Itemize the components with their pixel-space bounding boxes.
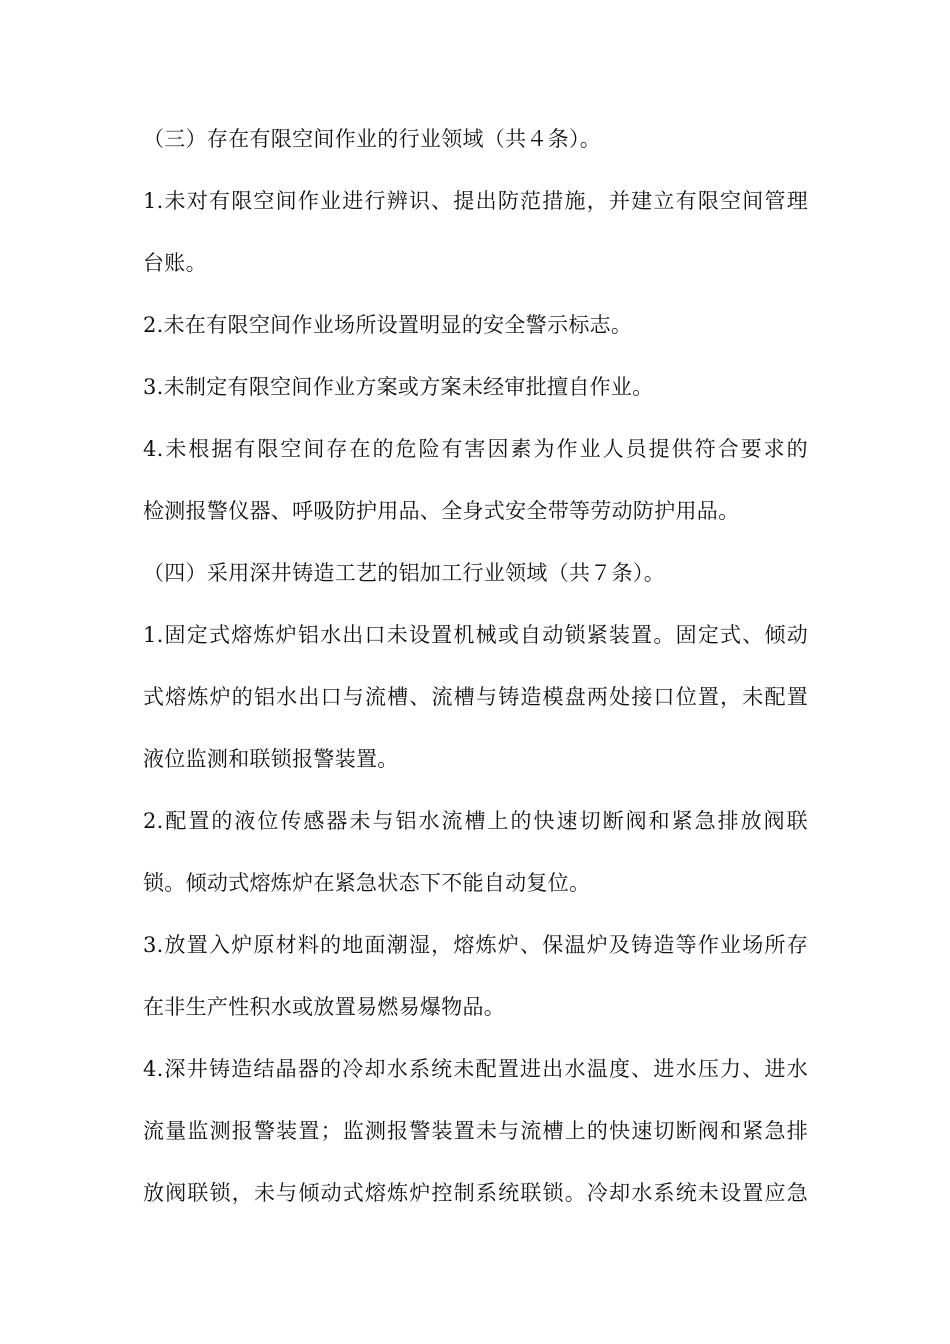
section-heading [143, 108, 808, 170]
list-item-line: 2.配置的液位传感器未与铝水流槽上的快速切断阀和紧急排放阀联 [143, 809, 808, 833]
list-item-line: 放阀联锁，未与倾动式熔炼炉控制系统联锁。冷却水系统未设置应急 [143, 1181, 808, 1205]
list-item-line: 检测报警仪器、呼吸防护用品、全身式安全带等劳动防护用品。 [143, 499, 740, 523]
section-heading [143, 542, 808, 604]
list-item-line: 3.未制定有限空间作业方案或方案未经审批擅自作业。 [143, 375, 654, 399]
list-item [143, 170, 808, 294]
list-item [143, 914, 808, 1038]
list-item [143, 604, 808, 790]
list-item-line: 式熔炼炉的铝水出口与流槽、流槽与铸造模盘两处接口位置，未配置 [143, 685, 808, 709]
list-item [143, 790, 808, 914]
list-item-line: 1.固定式熔炼炉铝水出口未设置机械或自动锁紧装置。固定式、倾动 [143, 623, 808, 647]
list-item-line: 4.深井铸造结晶器的冷却水系统未配置进出水温度、进水压力、进水 [143, 1057, 808, 1081]
list-item-line: 流量监测报警装置；监测报警装置未与流槽上的快速切断阀和紧急排 [143, 1119, 808, 1143]
list-item-line: 1.未对有限空间作业进行辨识、提出防范措施，并建立有限空间管理 [143, 189, 808, 213]
list-item [143, 1038, 808, 1224]
list-item-line: 锁。倾动式熔炼炉在紧急状态下不能自动复位。 [143, 871, 591, 895]
list-item-line: 2.未在有限空间作业场所设置明显的安全警示标志。 [143, 313, 633, 337]
list-item-line: 台账。 [143, 251, 207, 275]
list-item [143, 356, 808, 418]
section-heading-text: （四）采用深井铸造工艺的铝加工行业领域（共７条）。 [143, 561, 665, 585]
list-item [143, 418, 808, 542]
list-item-line: 在非生产性积水或放置易燃易爆物品。 [143, 995, 506, 1019]
section-heading-text: （三）存在有限空间作业的行业领域（共４条）。 [143, 127, 602, 151]
list-item-line: 3.放置入炉原材料的地面潮湿，熔炼炉、保温炉及铸造等作业场所存 [143, 933, 808, 957]
document-body [143, 108, 808, 1224]
list-item [143, 294, 808, 356]
list-item-line: 4.未根据有限空间存在的危险有害因素为作业人员提供符合要求的 [143, 437, 808, 461]
list-item-line: 液位监测和联锁报警装置。 [143, 747, 399, 771]
